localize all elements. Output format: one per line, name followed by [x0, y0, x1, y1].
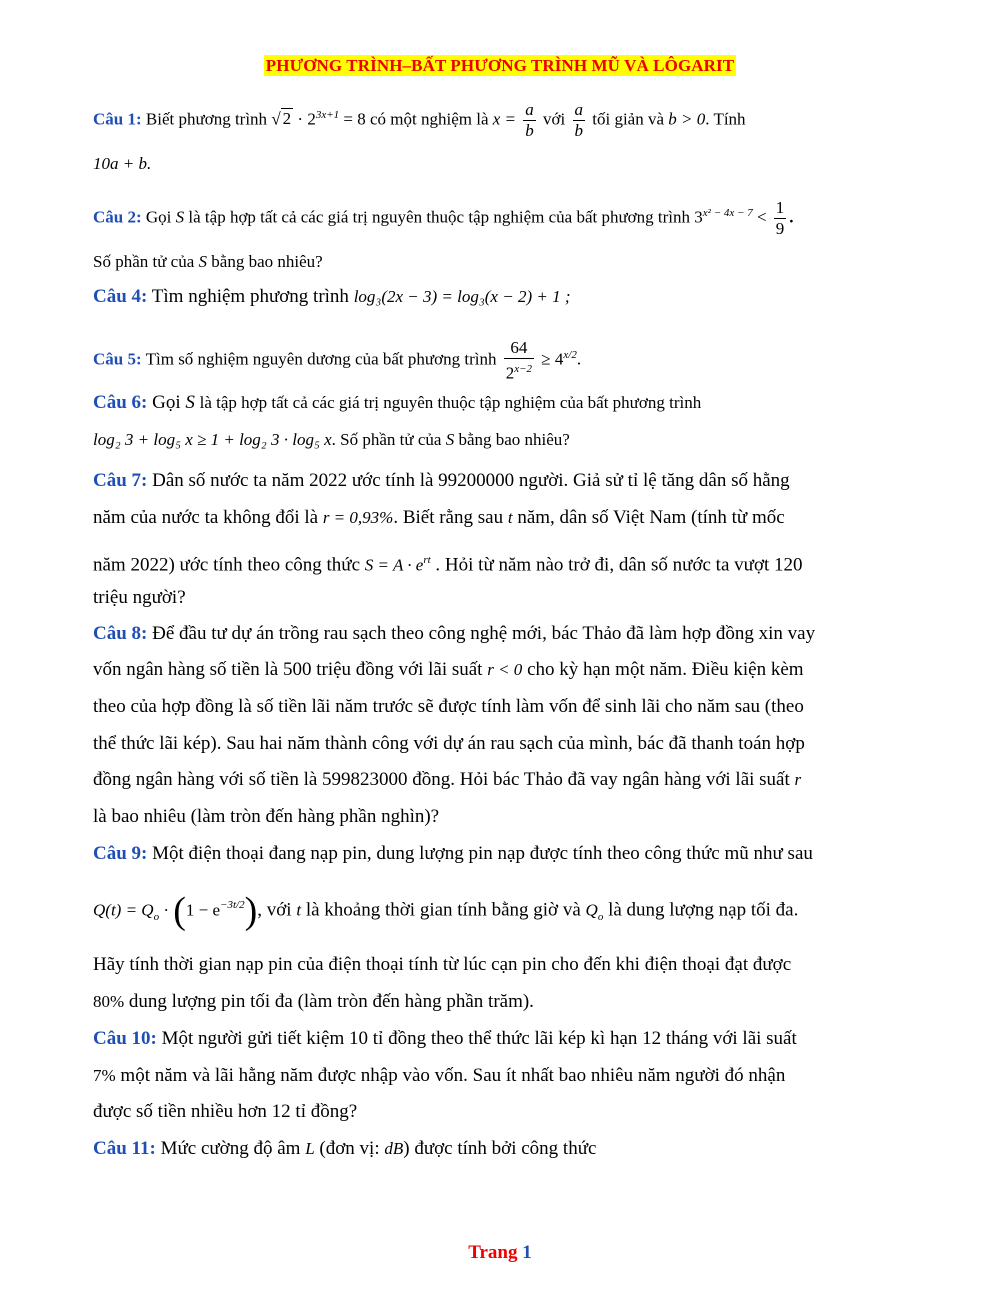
- question-8-line-4: thể thức lãi kép). Sau hai năm thành công với dự án rau sạch của mình, bác đã thanh toán hợp: [93, 733, 805, 754]
- question-5: Câu 5: Tìm số nghiệm nguyên dương của bất phương trình $\frac{64}{2^{x-2}}$ ≥ $4^{x/2}$.: [93, 338, 582, 383]
- question-1-line-2: 10a + b.: [93, 154, 152, 173]
- fraction-64: $\frac{64}{2^{x-2}}$: [505, 338, 533, 383]
- question-1-line-1: Câu 1: Biết phương trình √ $2 \cdot 2^{3x+1} = 8$ có một nghiệm là x = $\frac{a}{b}$ với $\frac{a}{b}$ tối giản và b > 0. Tính: [93, 100, 746, 140]
- question-7-line-1: Câu 7: Dân số nước ta năm 2022 ước tính là 99200000 người. Giả sử tỉ lệ tăng dân số hằng: [93, 470, 790, 491]
- question-2-line-1: Câu 2: Gọi S là tập hợp tất cả các giá trị nguyên thuộc tập nghiệm của bất phương trình $3^{x^2 - 4x - 7}$ < $\frac{1}{9}$ .: [93, 198, 794, 238]
- question-9-line-1: Câu 9: Một điện thoại đang nạp pin, dung lượng pin nạp được tính theo công thức mũ như sau: [93, 843, 813, 864]
- question-10-line-1: Câu 10: Một người gửi tiết kiệm 10 tỉ đồng theo thể thức lãi kép kì hạn 12 tháng với lãi suất: [93, 1028, 797, 1049]
- question-9-line-4: 80% dung lượng pin tối đa (làm tròn đến hàng phần trăm).: [93, 991, 534, 1012]
- question-6-line-2: log₂ 3 + log₅ x ≥ 1 + log₂ 3 · log₅ x. Số phần tử của S bằng bao nhiêu?: [93, 430, 570, 449]
- fraction-a-b-2: $\frac{a}{b}$: [574, 100, 583, 140]
- question-8-line-3: theo của hợp đồng là số tiền lãi năm trước sẽ được tính làm vốn để sinh lãi cho năm sau (theo: [93, 696, 804, 717]
- question-7-line-4: triệu người?: [93, 587, 186, 608]
- question-6-line-1: Câu 6: Gọi S là tập hợp tất cả các giá trị nguyên thuộc tập nghiệm của bất phương trình: [93, 392, 702, 413]
- question-8-line-1: Câu 8: Để đầu tư dự án trồng rau sạch theo công nghệ mới, bác Thảo đã làm hợp đồng xin vay: [93, 623, 816, 644]
- question-8-line-5: đồng ngân hàng với số tiền là 599823000 đồng. Hỏi bác Thảo đã vay ngân hàng với lãi suất r: [93, 769, 802, 790]
- question-8-line-6: là bao nhiêu (làm tròn đến hàng phần nghìn)?: [93, 806, 440, 827]
- question-9-line-2: $Q(t) = Q_o \cdot (1 - e^{-3t/2})$, với t là khoảng thời gian tính bằng giờ và $Q_o$ là dung lượng nạp tối đa.: [93, 889, 799, 932]
- page-title: PHƯƠNG TRÌNH–BẤT PHƯƠNG TRÌNH MŨ VÀ LÔGARIT: [265, 56, 735, 75]
- question-4: Câu 4: Tìm nghiệm phương trình log₃(2x − 3) = log₃(x − 2) + 1 ;: [93, 286, 571, 307]
- question-7-line-3: năm 2022) ước tính theo công thức $S = A \cdot e^{rt}$ . Hỏi từ năm nào trở đi, dân số nước ta vượt 120: [93, 554, 803, 576]
- question-10-line-3: được số tiền nhiều hơn 12 tỉ đồng?: [93, 1101, 358, 1122]
- question-8-line-2: vốn ngân hàng số tiền là 500 triệu đồng với lãi suất r < 0 cho kỳ hạn một năm. Điều kiện kèm: [93, 659, 804, 680]
- page-footer: Trang 1: [468, 1242, 532, 1263]
- fraction-a-b: $\frac{a}{b}$: [525, 100, 534, 140]
- question-11: Câu 11: Mức cường độ âm L (đơn vị: dB) được tính bởi công thức: [93, 1138, 597, 1159]
- question-7-line-2: năm của nước ta không đổi là r = 0,93%. Biết rằng sau t năm, dân số Việt Nam (tính từ mốc: [93, 507, 785, 528]
- fraction-1-9: $\frac{1}{9}$: [775, 198, 785, 238]
- question-9-line-3: Hãy tính thời gian nạp pin của điện thoại tính từ lúc cạn pin cho đến khi điện thoại đạt được: [93, 954, 792, 975]
- question-10-line-2: 7% một năm và lãi hằng năm được nhập vào vốn. Sau ít nhất bao nhiêu năm người đó nhận: [93, 1065, 786, 1086]
- question-2-line-2: Số phần tử của S bằng bao nhiêu?: [93, 252, 323, 271]
